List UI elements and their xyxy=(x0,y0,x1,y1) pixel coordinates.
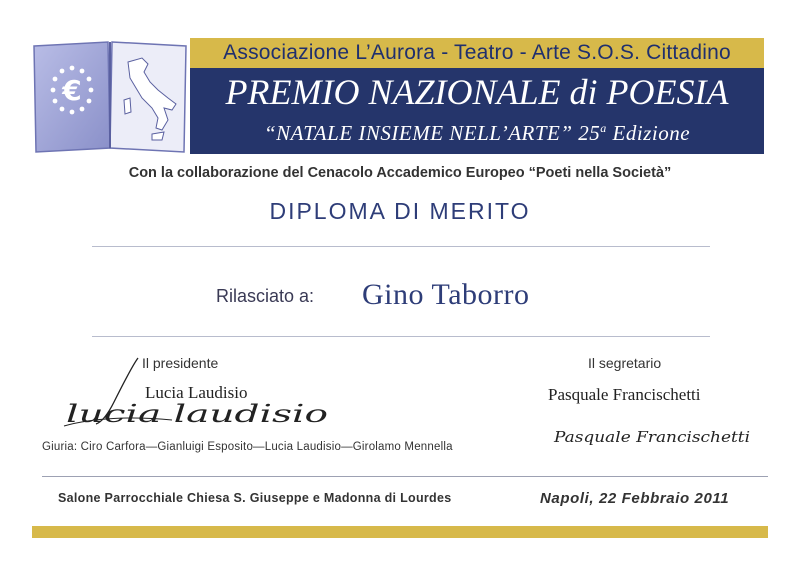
subtitle-ordinal: a xyxy=(600,121,607,135)
diploma-title: DIPLOMA DI MERITO xyxy=(269,198,531,224)
president-signature-text: lucia laudisio xyxy=(66,400,328,428)
secretary-role: Il segretario xyxy=(588,355,662,371)
recipient-name: Gino Taborro xyxy=(362,278,530,311)
secretary-signature-text: Pasquale Francischetti xyxy=(552,428,751,446)
jury-line: Giuria: Ciro Carfora—Gianluigi Esposito—Lucia Laudisio—Girolamo Mennella xyxy=(42,441,453,453)
prize-title: PREMIO NAZIONALE di POESIA xyxy=(225,72,729,112)
president-role: Il presidente xyxy=(142,355,219,371)
footer-gold-band xyxy=(32,526,768,538)
divider-top xyxy=(92,246,710,247)
place-date: Napoli, 22 Febbraio 2011 xyxy=(540,490,730,507)
secretary-name: Pasquale Francischetti xyxy=(548,385,701,404)
venue: Salone Parrocchiale Chiesa S. Giuseppe e Madonna di Lourdes xyxy=(58,491,452,505)
secretary-signature xyxy=(552,420,762,452)
collaboration-line: Con la collaborazione del Cenacolo Accademico Europeo “Poeti nella Società” xyxy=(128,165,672,181)
divider-bottom xyxy=(42,476,768,477)
book-logo xyxy=(30,38,190,156)
prize-subtitle xyxy=(190,114,764,147)
president-name: Lucia Laudisio xyxy=(145,383,248,402)
association-name: Associazione L’Aurora - Teatro - Arte S.O.S. Cittadino xyxy=(223,41,731,64)
subtitle-main: “NATALE INSIEME NELL’ARTE” 25 xyxy=(263,121,601,145)
divider-middle xyxy=(92,336,710,337)
issued-label: Rilasciato a: xyxy=(216,286,315,306)
president-signature xyxy=(62,356,352,436)
euro-icon: € xyxy=(62,74,82,107)
subtitle-edition: Edizione xyxy=(606,121,691,145)
